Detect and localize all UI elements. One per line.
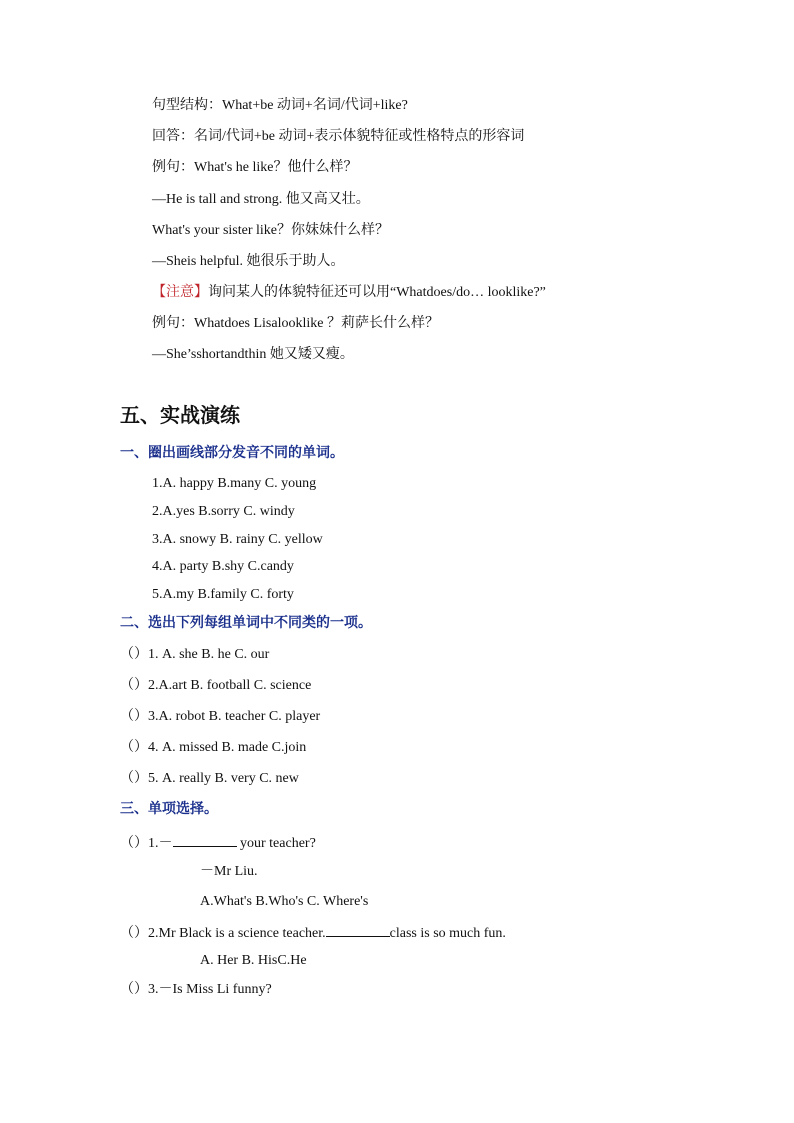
part2-item: （）1. A. she B. he C. our: [120, 647, 270, 662]
question-2-suffix: class is so much fun.: [389, 926, 506, 941]
part2-item: （）3.A. robot B. teacher C. player: [120, 709, 321, 724]
part2-heading: 二、选出下列每组单词中不同类的一项。: [120, 615, 372, 631]
section-5-title: 五、实战演练: [120, 403, 240, 427]
part1-item: 2.A.yes B.sorry C. windy: [152, 504, 295, 519]
question-2: [120, 922, 506, 943]
question-3: （）3.－Is Miss Li funny?: [120, 982, 272, 997]
answer-blank: [326, 922, 390, 937]
answer-blank: [173, 832, 237, 847]
example-2: What's your sister like？你妹妹什么样？: [152, 223, 389, 238]
part2-item: （）5. A. really B. very C. new: [120, 771, 299, 786]
question-1-prefix: （）1.－: [120, 836, 173, 851]
question-2-prefix: （）2.Mr Black is a science teacher.: [120, 926, 326, 941]
example-1: 例句：What's he like？他什么样？: [152, 160, 358, 175]
part2-item: （）4. A. missed B. made C.join: [120, 740, 307, 755]
part1-item: 1.A. happy B.many C. young: [152, 476, 317, 491]
note-text: 询问某人的体貌特征还可以用“Whatdoes/do… looklike?”: [208, 285, 546, 300]
question-1: [120, 832, 316, 853]
example-2-reply: —Sheis helpful. 她很乐于助人。: [152, 254, 345, 269]
answer-rule: 回答：名词/代词+be 动词+表示体貌特征或性格特点的形容词: [152, 129, 525, 144]
sentence-structure: 句型结构：What+be 动词+名词/代词+like?: [152, 98, 408, 113]
note-line: [152, 284, 546, 302]
part1-item: 4.A. party B.shy C.candy: [152, 559, 294, 574]
question-1-options: A.What's B.Who's C. Where's: [200, 894, 369, 909]
note-tag: 【注意】: [152, 285, 208, 300]
part1-item: 3.A. snowy B. rainy C. yellow: [152, 532, 323, 547]
part1-heading: 一、圈出画线部分发音不同的单词。: [120, 445, 344, 461]
example-3: 例句：Whatdoes Lisalooklike ？莉萨长什么样？: [152, 316, 439, 331]
part3-heading: 三、单项选择。: [120, 801, 218, 817]
part2-item: （）2.A.art B. football C. science: [120, 678, 312, 693]
example-1-reply: —He is tall and strong. 他又高又壮。: [152, 192, 370, 207]
question-1-suffix: your teacher?: [236, 836, 316, 851]
question-2-options: A. Her B. HisC.He: [200, 953, 307, 968]
question-1-reply: －Mr Liu.: [200, 864, 258, 879]
part1-item: 5.A.my B.family C. forty: [152, 587, 294, 602]
example-3-reply: —She’sshortandthin 她又矮又瘦。: [152, 347, 354, 362]
